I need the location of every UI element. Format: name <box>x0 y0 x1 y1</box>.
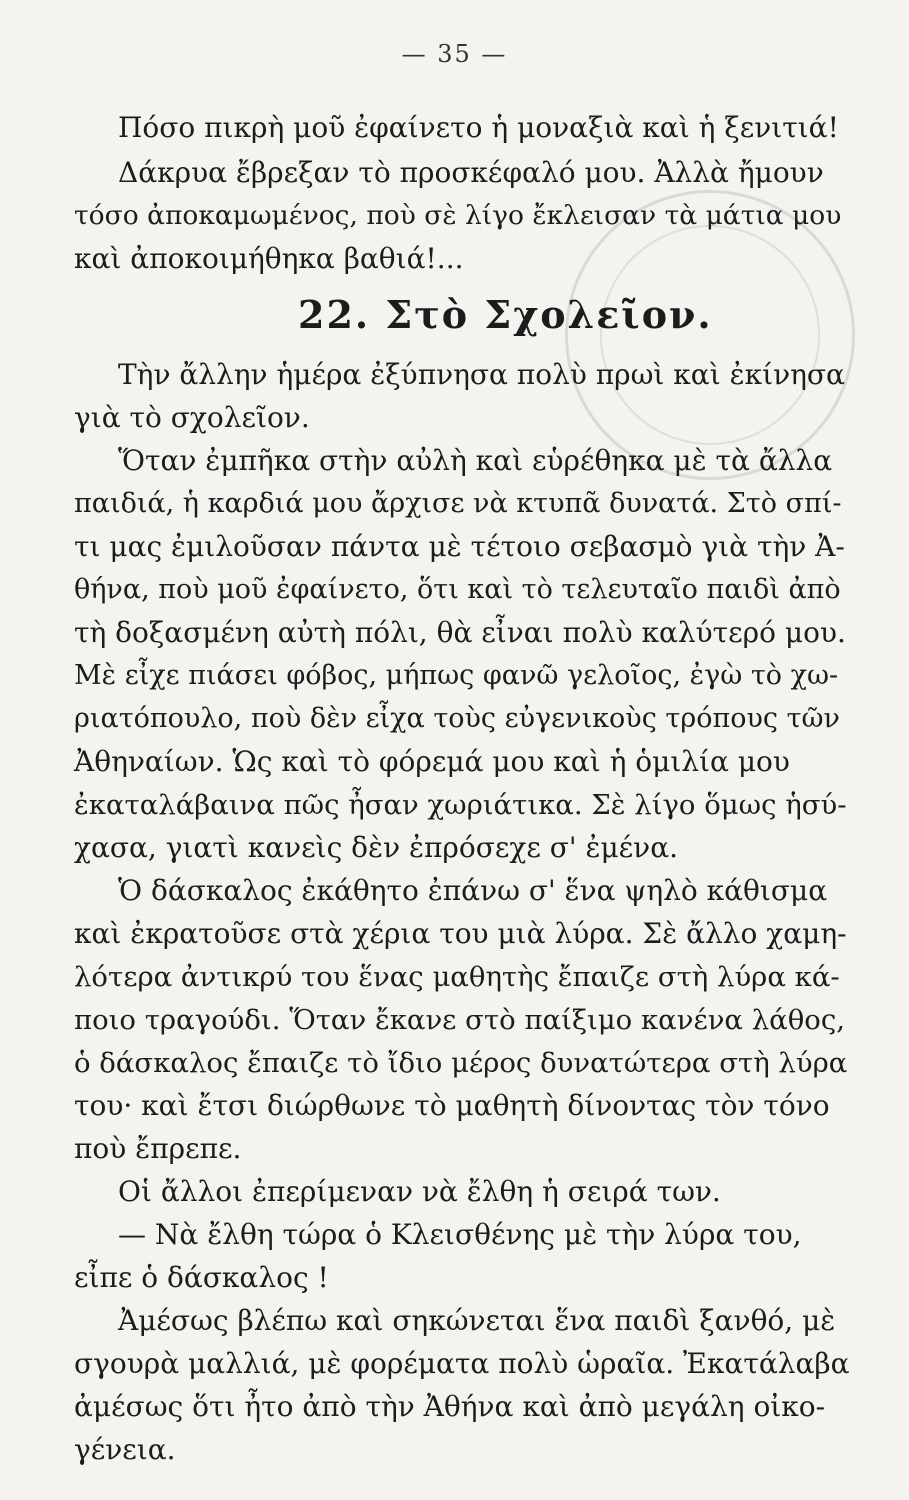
text-line: — Νὰ ἔλθη τώρα ὁ Κλεισθένης μὲ τὴν λύρα του, <box>118 1218 802 1251</box>
text-line: χασα, γιατὶ κανεὶς δὲν ἐπρόσεχε σ' ἐμένα. <box>74 831 678 864</box>
text-line: καὶ ἀποκοιμήθηκα βαθιά!... <box>74 242 464 275</box>
text-line: ἀμέσως ὅτι ἦτο ἀπὸ τὴν Ἀθήνα καὶ ἀπὸ μεγάλη οἰκο- <box>74 1390 826 1423</box>
text-line: ὁ δάσκαλος ἔπαιζε τὸ ἴδιο μέρος δυνατώτερα στὴ λύρα <box>74 1047 848 1079</box>
text-line: Οἱ ἄλλοι ἐπερίμεναν νὰ ἔλθη ἡ σειρά των. <box>118 1175 721 1208</box>
text-line: θήνα, ποὺ μοῦ ἐφαίνετο, ὅτι καὶ τὸ τελευταῖο παιδὶ ἀπὸ <box>74 574 841 605</box>
text-line: εἶπε ὁ δάσκαλος ! <box>74 1261 329 1294</box>
text-line: γιὰ τὸ σχολεῖον. <box>74 401 310 434</box>
text-line: τόσο ἀποκαμωμένος, ποὺ σὲ λίγο ἔκλεισαν τὰ μάτια μου <box>74 200 842 231</box>
text-line: ριατόπουλο, ποὺ δὲν εἶχα τοὺς εὐγενικοὺς τρόπους τῶν <box>74 703 840 734</box>
text-line: καὶ ἐκρατοῦσε στὰ χέρια του μιὰ λύρα. Σὲ ἄλλο χαμη- <box>74 917 847 950</box>
text-line: Τὴν ἄλλην ἡμέρα ἐξύπνησα πολὺ πρωὶ καὶ ἐκίνησα <box>118 358 845 391</box>
text-line: Δάκρυα ἔβρεξαν τὸ προσκέφαλό μου. Ἀλλὰ ἤμουν <box>118 156 824 189</box>
text-line: ποὺ ἔπρεπε. <box>74 1132 242 1165</box>
text-line: παιδιά, ἡ καρδιά μου ἄρχισε νὰ κτυπᾶ δυνατά. Στὸ σπί- <box>74 488 842 519</box>
text-line: λότερα ἀντικρύ του ἕνας μαθητὴς ἔπαιζε στὴ λύρα κά- <box>74 961 840 993</box>
text-line: Πόσο πικρὴ μοῦ ἐφαίνετο ἡ μοναξιὰ καὶ ἡ ξενιτιά! <box>118 111 839 144</box>
text-line: Ὅταν ἐμπῆκα στὴν αὐλὴ καὶ εὑρέθηκα μὲ τὰ ἄλλα <box>118 444 833 477</box>
text-line: Ἀμέσως βλέπω καὶ σηκώνεται ἕνα παιδὶ ξανθό, μὲ <box>118 1304 836 1337</box>
section-heading: 22. Στὸ Σχολεῖον. <box>298 292 713 337</box>
text-line: Μὲ εἶχε πιάσει φόβος, μήπως φανῶ γελοῖος, ἐγὼ τὸ χω- <box>74 660 839 691</box>
text-line: ἐκαταλάβαινα πῶς ἦσαν χωριάτικα. Σὲ λίγο ὅμως ἡσύ- <box>74 789 847 821</box>
page-number: — 35 — <box>401 40 508 68</box>
text-line: γένεια. <box>74 1433 176 1466</box>
text-line: τι μας ἐμιλοῦσαν πάντα μὲ τέτοιο σεβασμὸ γιὰ τὴν Ἀ- <box>74 530 845 563</box>
text-line: Ὁ δάσκαλος ἐκάθητο ἐπάνω σ' ἕνα ψηλὸ κάθισμα <box>118 874 828 907</box>
text-line: του· καὶ ἔτσι διώρθωνε τὸ μαθητὴ δίνοντας τὸν τόνο <box>74 1089 830 1122</box>
text-line: ποιο τραγούδι. Ὅταν ἔκανε στὸ παίξιμο κανένα λάθος, <box>74 1004 845 1036</box>
text-line: σγουρὰ μαλλιά, μὲ φορέματα πολὺ ὡραῖα. Ἐκατάλαβα <box>74 1347 850 1380</box>
text-line: τὴ δοξασμένη αὐτὴ πόλι, θὰ εἶναι πολὺ καλύτερό μου. <box>74 616 846 649</box>
text-line: Ἀθηναίων. Ὡς καὶ τὸ φόρεμά μου καὶ ἡ ὁμιλία μου <box>74 745 790 778</box>
